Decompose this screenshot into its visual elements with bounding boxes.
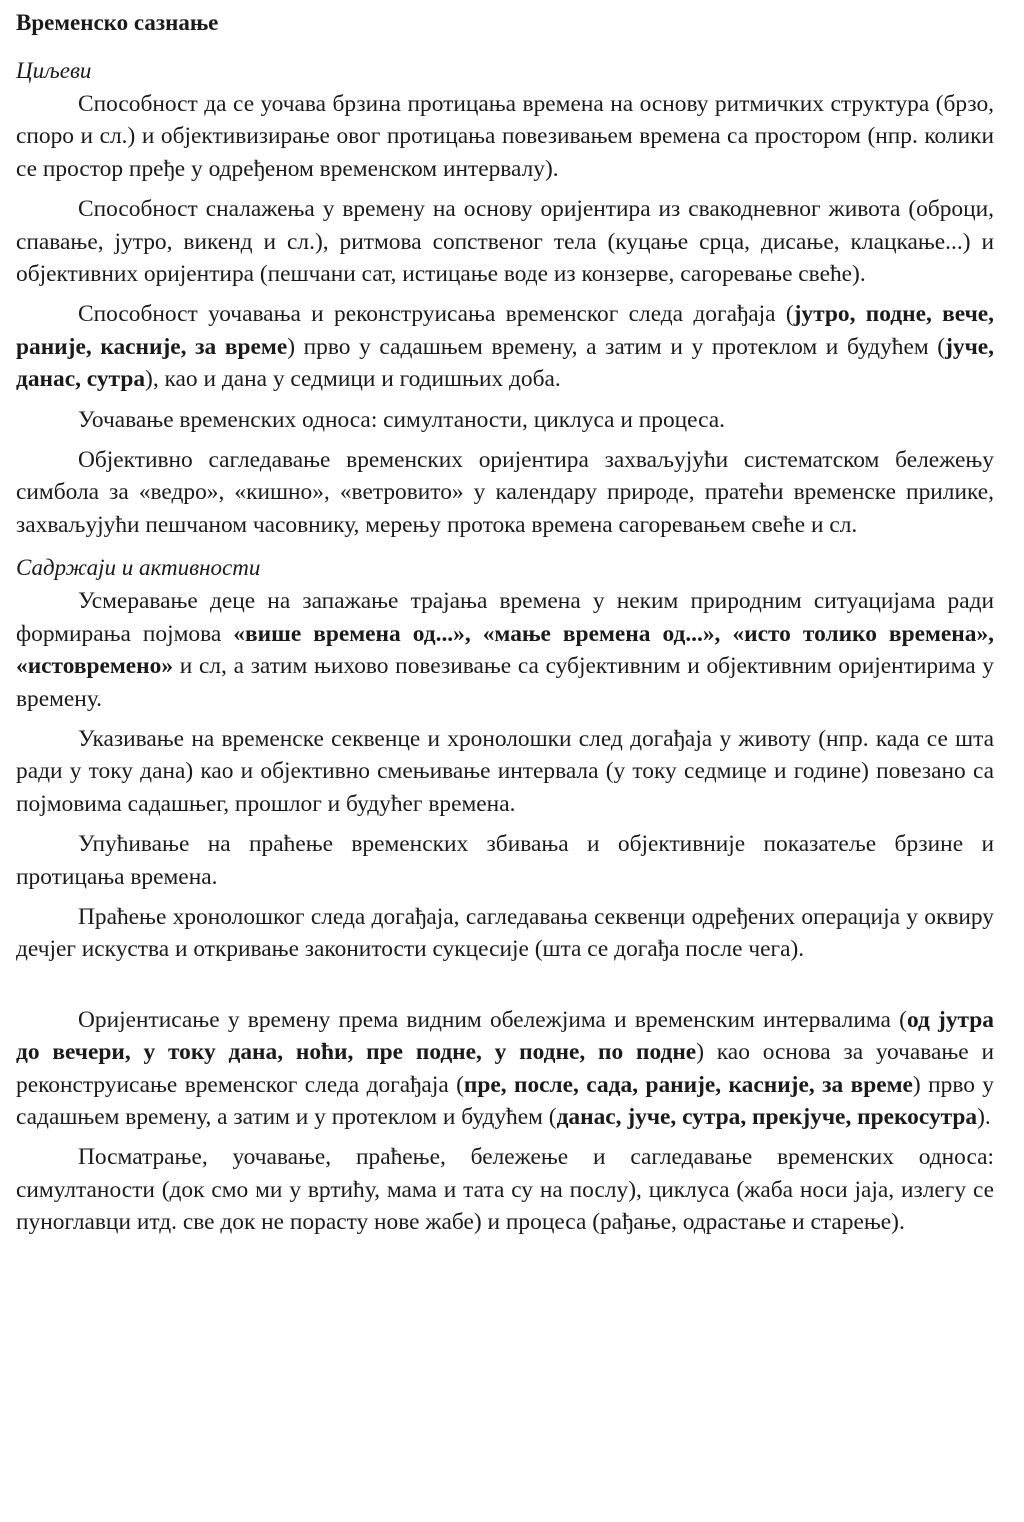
text-run: ), као и дана у седмици и годишњих доба.: [145, 366, 561, 393]
goals-paragraph-3: [16, 298, 994, 395]
bold-text-run: данас, јуче, сутра, прекјуче, прекосутра: [556, 1103, 978, 1130]
text-run: ) прво у садашњем времену, а затим и у протеклом и будућем (: [287, 333, 946, 360]
section-heading-goals: Циљеви: [16, 58, 92, 83]
bold-text-run: «више времена од...», «мање времена од...», «исто толико времена», «истовремено»: [16, 620, 994, 680]
text-run: ).: [977, 1103, 991, 1130]
text-run: ) као основа за уочавање и реконструисање временског следа догађаја (: [16, 1039, 995, 1098]
bold-text-run: јуче, данас, сутра: [16, 333, 994, 393]
text-run: и сл, а затим њихово повезивање са субјективним и објективним оријентирима у времену.: [16, 653, 994, 712]
bold-text-run: од јутра до вечери, у току дана, ноћи, пре подне, у подне, по подне: [16, 1006, 995, 1066]
document-title: Временско сазнање: [16, 10, 219, 35]
goals-paragraph-1: Способност да се уочава брзина протицања времена на основу ритмичких структура (брзо, споро и сл.) и објективизирање овог протицања повезивањем времена са простором (нпр. колики се простор пређе у одређеном временском интервалу).: [16, 91, 994, 182]
content-paragraph-5: [16, 1004, 994, 1134]
content-paragraph-1: [16, 585, 994, 715]
text-run: Усмеравање деце на запажање трајања времена у неким природним ситуацијама ради формирања појмова: [16, 588, 994, 647]
text-run: ) прво у садашњем времену, а затим и у протеклом и будућем (: [16, 1071, 994, 1130]
bold-text-run: јутро, подне, вече, раније, касније, за време: [16, 301, 994, 360]
goals-paragraph-2: Способност сналажења у времену на основу оријентира из свакодневног живота (оброци, спавање, јутро, викенд и сл.), ритмова сопственог тела (куцање срца, дисање, клацкање...) и објективних оријентира (пешчани сат, истицање воде из конзерве, сагоревање свеће).: [16, 196, 994, 288]
text-run: Оријентисање у времену према видним обележјима и временским интервалима (: [78, 1006, 907, 1033]
bold-text-run: пре, после, сада, раније, касније, за време: [463, 1071, 913, 1098]
goals-paragraph-4: Уочавање временских односа: симултаности, циклуса и процеса.: [78, 406, 726, 433]
content-paragraph-2: Указивање на временске секвенце и хронолошки след догађаја у животу (нпр. када се шта ради у току дана) као и објективно смењивање интервала (у току седмице и године) повезано са појмовима садашњег, прошлог и будућег времена.: [16, 725, 994, 817]
content-paragraph-3: Упућивање на праћење временских збивања и објективније показатеље брзине и протицања времена.: [16, 831, 994, 890]
content-paragraph-6: Посматрање, уочавање, праћење, бележење и сагледавање временских односа: симултаности (док смо ми у вртићу, мама и тата су на послу), циклуса (жаба носи јаја, излегу се пуноглавци итд. све док не порасту нове жабе) и процеса (рађање, одрастање и старење).: [16, 1144, 994, 1236]
content-paragraph-4: Праћење хронолошког следа догађаја, сагледавања секвенци одређених операција у оквиру дечјег искуства и откривање законитости сукцесије (шта се догађа после чега).: [16, 903, 994, 963]
text-run: Способност уочавања и реконструисања временског следа догађаја (: [78, 301, 794, 328]
goals-paragraph-5: Објективно сагледавање временских оријентира захваљујући систематском бележењу симбола за «ведро», «кишно», «ветровито» у календару природе, пратећи временске прилике, захваљујући пешчаном часовнику, мерењу протока времена сагоревањем свеће и сл.: [16, 447, 994, 538]
section-heading-content: Садржаји и активности: [16, 555, 261, 581]
